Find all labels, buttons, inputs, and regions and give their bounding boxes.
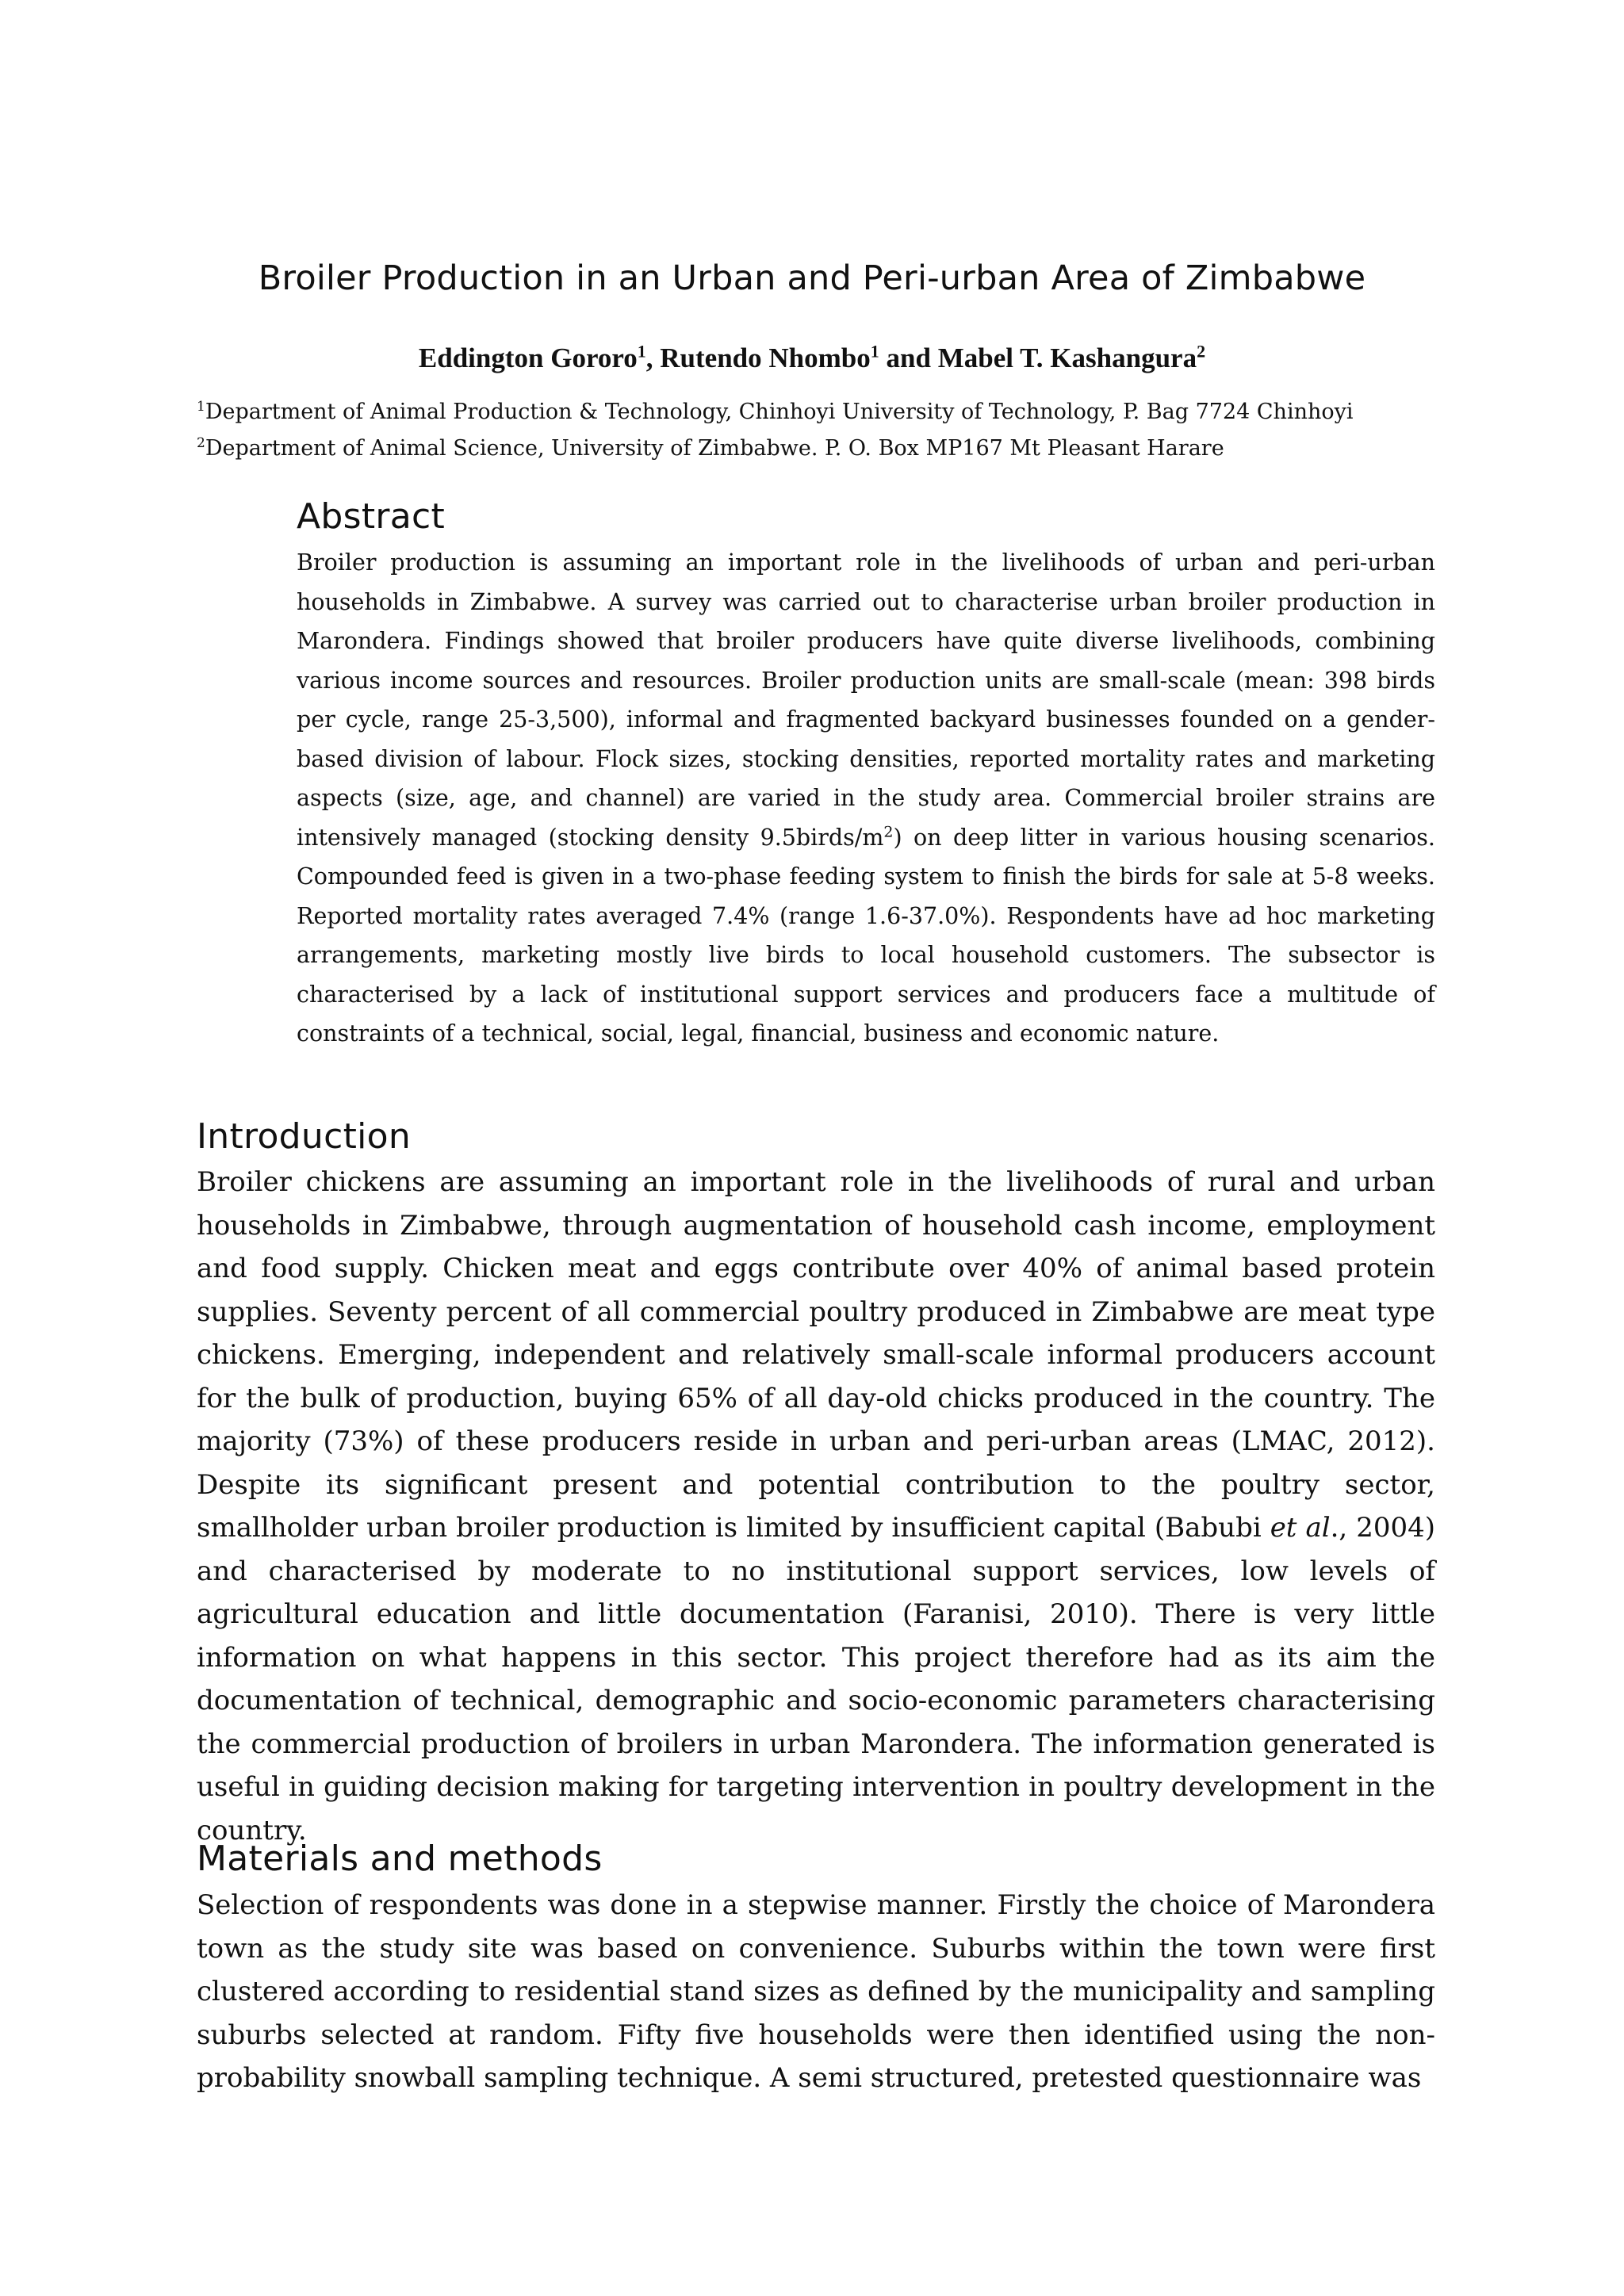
abstract-superscript: 2: [883, 823, 894, 840]
author-name: Rutendo Nhombo: [660, 342, 871, 373]
introduction-italic: et al: [1270, 1512, 1331, 1544]
introduction-text-part-1: Broiler chickens are assuming an important role in the livelihoods of rural and urban households in Zimbabwe, through augmentation of household cash income, employment and food supply. Chicken meat and eggs contribute over 40% of animal based protein supplies. Seventy percent of all commercial poultry produced in Zimbabwe are meat type chickens. Emerging, independent and relatively small-scale informal producers account for the bulk of production, buying 65% of all day-old chicks produced in the country. The majority (73%) of these producers reside in urban and peri-urban areas (LMAC, 2012). Despite its significant present and potential contribution to the poultry sector, smallholder urban broiler production is limited by insufficient capital (Babubi: [197, 1166, 1435, 1544]
introduction-text-part-2: ., 2004) and characterised by moderate to no institutional support services, low levels of agricultural education and little documentation (Faranisi, 2010). There is very little information on what happens in this sector. This project therefore had as its aim the documentation of technical, demographic and socio-economic parameters characterising the commercial production of broilers in urban Marondera. The information generated is useful in guiding decision making for targeting intervention in poultry development in the country.: [197, 1512, 1435, 1846]
affiliation-2-mark: 2: [197, 435, 205, 451]
introduction-heading: Introduction: [197, 1116, 412, 1157]
author-name: Mabel T. Kashangura: [937, 342, 1197, 373]
affiliation-2-text: Department of Animal Science, University of Zimbabwe. P. O. Box MP167 Mt Pleasant Harare: [205, 436, 1224, 461]
author-line: [0, 342, 1624, 374]
paper-title: Broiler Production in an Urban and Peri-urban Area of Zimbabwe: [258, 258, 1366, 298]
methods-body: Selection of respondents was done in a stepwise manner. Firstly the choice of Marondera town as the study site was based on convenience. Suburbs within the town were first clustered according to residential stand sizes as defined by the municipality and sampling suburbs selected at random. Fifty five households were then identified using the non-probability snowball sampling technique. A semi structured, pretested questionnaire was: [197, 1889, 1435, 2094]
abstract-text-part-1: Broiler production is assuming an important role in the livelihoods of urban and peri-urban households in Zimbabwe. A survey was carried out to characterise urban broiler production in Marondera. Findings showed that broiler producers have quite diverse livelihoods, combining various income sources and resources. Broiler production units are small-scale (mean: 398 birds per cycle, range 25-3,500), informal and fragmented backyard businesses founded on a gender-based division of labour. Flock sizes, stocking densities, reported mortality rates and marketing aspects (size, age, and channel) are varied in the study area. Commercial broiler strains are intensively managed (stocking density 9.5birds/m: [297, 549, 1435, 851]
author-separator: and: [879, 342, 938, 373]
abstract-body: [297, 543, 1435, 1054]
introduction-body: [197, 1161, 1435, 1852]
affiliation-1: [197, 398, 1434, 426]
affiliation-2: [197, 434, 1434, 462]
abstract-heading: Abstract: [297, 496, 446, 537]
abstract-text-part-2: ) on deep litter in various housing scenarios. Compounded feed is given in a two-phase feeding system to finish the birds for sale at 5-8 weeks. Reported mortality rates averaged 7.4% (range 1.6-37.0%). Respondents have ad hoc marketing arrangements, marketing mostly live birds to local household customers. The subsector is characterised by a lack of institutional support services and producers face a multitude of constraints of a technical, social, legal, financial, business and economic nature.: [297, 824, 1435, 1047]
affiliation-1-mark: 1: [197, 399, 205, 415]
methods-heading: Materials and methods: [197, 1839, 603, 1879]
author-separator: ,: [645, 342, 661, 373]
affiliation-mark: 1: [637, 341, 646, 362]
affiliation-mark: 2: [1197, 341, 1206, 362]
affiliation-mark: 1: [870, 341, 879, 362]
affiliation-1-text: Department of Animal Production & Technology, Chinhoyi University of Technology, P. Bag 7724 Chinhoyi: [205, 400, 1354, 424]
author-name: Eddington Gororo: [418, 342, 638, 373]
